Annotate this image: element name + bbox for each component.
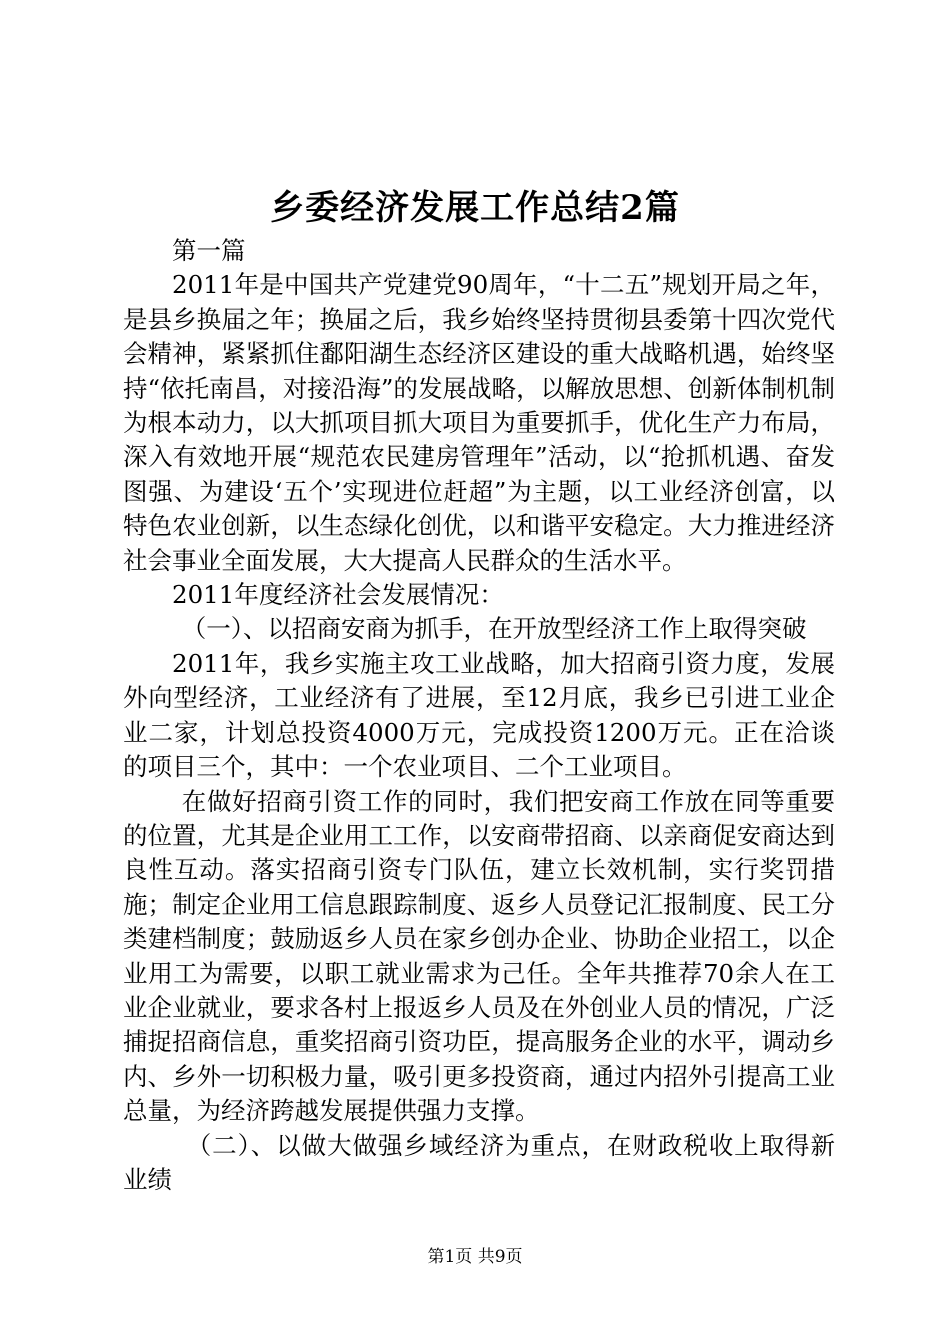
document-title: 乡委经济发展工作总结2篇 [270,188,680,228]
document-body [123,234,835,1197]
page-footer: 第1页 共9页 [427,1247,523,1267]
section-heading: 第一篇 [172,236,246,265]
subheading-one: （一）、以招商安商为抓手，在开放型经济工作上取得突破 [181,614,807,644]
paragraph-business-service: 在做好招商引资工作的同时，我们把安商工作放在同等重要的位置，尤其是企业用工工作，以安商带招商、以亲商促安商达到良性互动。落实招商引资专门队伍，建立长效机制，实行奖罚措施；制定企业用工信息跟踪制度、返乡人员登记汇报制度、民工分类建档制度；鼓励返乡人员在家乡创办企业、协助企业招工，以企业用工为需要，以职工就业需求为己任。全年共推荐70余人在工业企业就业，要求各村上报返乡人员及在外创业人员的情况，广泛捕捉招商信息，重奖招商引资功臣，提高服务企业的水平，调动乡内、乡外一切积极力量，吸引更多投资商，通过内招外引提高工业总量，为经济跨越发展提供强力支撑。 [123,786,835,1126]
paragraph-intro: 2011年是中国共产党建党90周年，“十二五”规划开局之年，是县乡换届之年；换届之后，我乡始终坚持贯彻县委第十四次党代会精神，紧紧抓住鄱阳湖生态经济区建设的重大战略机遇，始终坚持“依托南昌，对接沿海”的发展战略，以解放思想、创新体制机制为根本动力，以大抓项目抓大项目为重要抓手，优化生产力布局，深入有效地开展“规范农民建房管理年”活动，以“抢抓机遇、奋发图强、为建设‘五个’实现进位赶超”为主题，以工业经济创富，以特色农业创新，以生态绿化创优，以和谐平安稳定。大力推进经济社会事业全面发展，大大提高人民群众的生活水平。 [123,270,835,575]
paragraph-investment: 2011年，我乡实施主攻工业战略，加大招商引资力度，发展外向型经济，工业经济有了进展，至12月底，我乡已引进工业企业二家，计划总投资4000万元，完成投资1200万元。正在洽谈的项目三个，其中：一个农业项目、二个工业项目。 [123,648,835,782]
paragraph-overview-heading: 2011年度经济社会发展情况： [172,580,504,610]
subheading-two: （二）、以做大做强乡域经济为重点，在财政税收上取得新业绩 [123,1130,835,1194]
